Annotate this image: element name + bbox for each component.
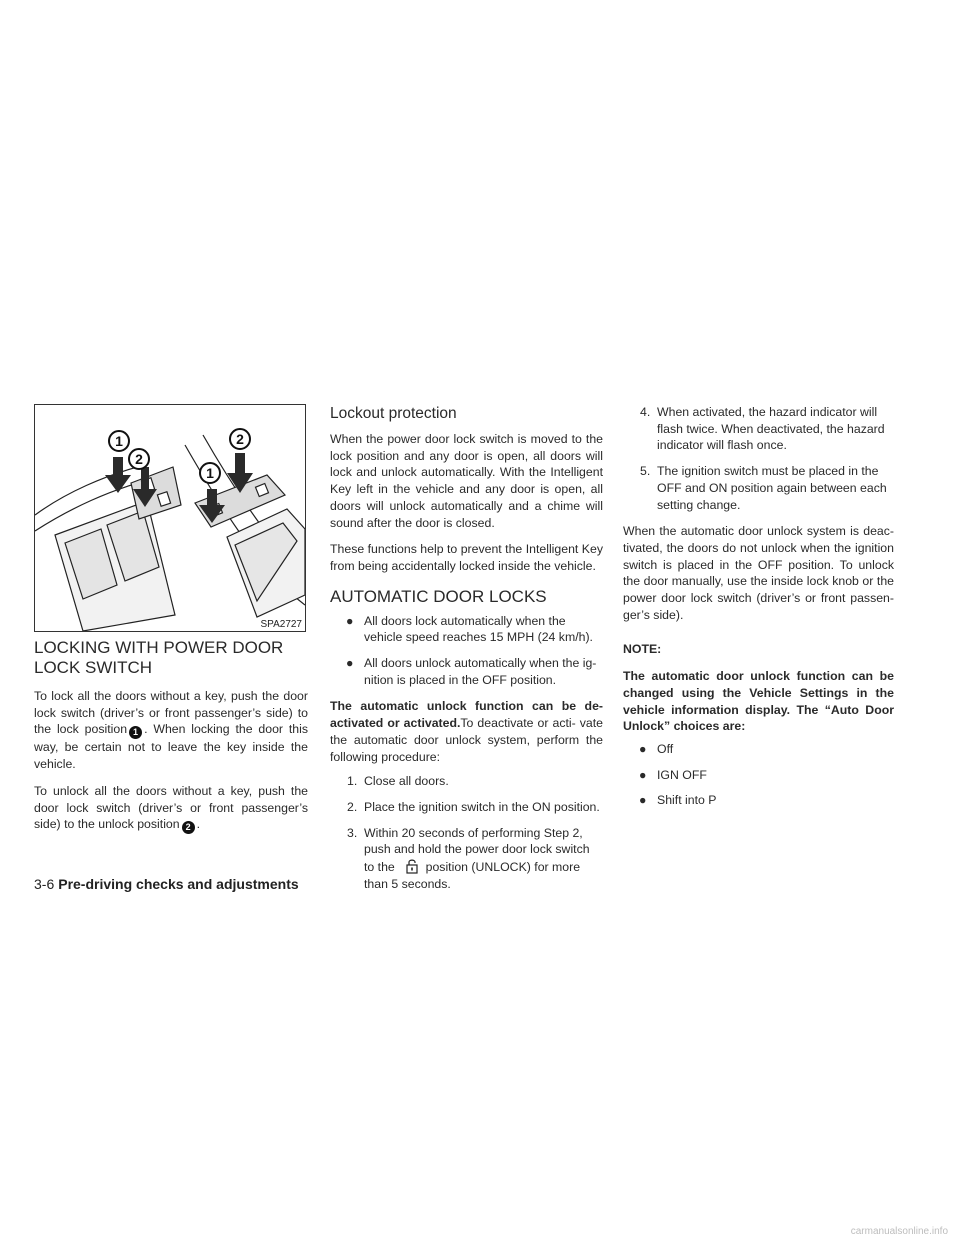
note-text: The automatic door unlock function can be changed using the Vehicle Settings in the vehicle information display. The “Auto Door Unlock” choices are:	[623, 669, 894, 734]
bold-lead: The automatic unlock function can be de- activated or activated.	[330, 699, 603, 731]
page-number: 3-6	[34, 876, 55, 892]
step-item	[623, 463, 894, 513]
step-number: 4.	[640, 405, 651, 419]
lock-text-a: To lock all the doors without a key, push the door lock switch (driver’s or front passenger’s side) to the lock position	[34, 689, 308, 737]
unlock-icon	[406, 858, 418, 874]
section-title-lockout: Lockout protection	[330, 405, 457, 422]
choice-text: Shift into P	[657, 793, 717, 808]
figure-label-2b: 2	[236, 431, 244, 447]
step-item	[330, 773, 603, 790]
section-title-line2: LOCK SWITCH	[34, 658, 153, 677]
step-item	[623, 404, 894, 454]
unlock-text-b: .	[196, 817, 201, 832]
section-title-locking	[34, 638, 308, 678]
paragraph-lock	[34, 688, 308, 773]
unlock-text-a: To unlock all the doors without a key, push the door lock switch (driver’s or front passenger’s side) to the unlock position	[34, 783, 308, 832]
lock-text-b: . When locking the door this way, be certain not to leave the key inside the vehicle.	[34, 722, 308, 772]
section-title-line1: LOCKING WITH POWER DOOR	[34, 638, 284, 657]
figure-code: SPA2727	[260, 619, 302, 630]
choice-text: IGN OFF	[657, 767, 707, 782]
paragraph-lockout-1: When the power door lock switch is moved to the lock position and any door is open, all doors will lock and unlock automatically. With the Intelligent Key left in the vehicle and any door is open, all doors will unlock automatically and a chime will sound after the door is closed.	[330, 432, 603, 530]
paragraph-lockout-2: These functions help to prevent the Intelligent Key from being accidentally locked inside the vehicle.	[330, 542, 603, 573]
bullet-dot: ●	[346, 613, 354, 628]
paragraph-procedure-lead	[330, 698, 603, 765]
bullet-text: All doors unlock automatically when the ig- nition is placed in the OFF position.	[364, 656, 597, 687]
column-left	[34, 404, 308, 834]
step-text: The ignition switch must be placed in the OFF and ON position again between each setting change.	[657, 464, 887, 512]
step-text: Close all doors.	[364, 774, 449, 789]
column-middle	[330, 404, 603, 892]
paragraph-deactivated: When the automatic door unlock system is deac- tivated, the doors do not unlock when the ignition switch is placed in the OFF position. To unlock the door manually, use the inside lock knob or the power door lock switch (driver’s or front passen- ger’s side).	[623, 524, 894, 622]
step-text: Place the ignition switch in the ON position.	[364, 799, 600, 814]
step-number: 3.	[347, 825, 358, 840]
note-label: NOTE:	[623, 642, 662, 657]
bullet-item	[330, 613, 603, 646]
door-lock-switch-illustration	[35, 405, 305, 631]
step-item	[330, 799, 603, 816]
step-item	[330, 825, 603, 893]
column-right	[623, 404, 894, 809]
step-number: 2.	[347, 799, 358, 814]
choice-text: Off	[657, 741, 674, 756]
bullet-dot: ●	[639, 793, 647, 808]
figure-label-1a: 1	[115, 433, 123, 449]
position-marker-1: 1	[129, 726, 142, 739]
chapter-title: Pre-driving checks and adjustments	[58, 876, 299, 892]
position-marker-2: 2	[182, 821, 195, 834]
step-text-a: Within 20 seconds of performing Step 2, push and hold the power door lock switch to the	[364, 825, 590, 875]
choice-item	[623, 792, 894, 809]
bullet-dot: ●	[639, 741, 647, 756]
step-text-b: position (UNLOCK) for more than 5 seconds.	[364, 860, 581, 891]
lead-rest: To deactivate or acti- vate the automatic door unlock system, perform the following procedure:	[330, 716, 603, 764]
choice-item	[623, 741, 894, 758]
paragraph-unlock	[34, 783, 308, 834]
figure-label-2a: 2	[135, 451, 143, 467]
figure-label-1b: 1	[206, 465, 214, 481]
bullet-dot: ●	[346, 656, 354, 671]
door-lock-switch-figure	[34, 404, 306, 632]
step-number: 5.	[640, 464, 651, 479]
step-number: 1.	[347, 774, 358, 789]
bullet-dot: ●	[639, 767, 647, 782]
bullet-item	[330, 655, 603, 688]
choice-item	[623, 767, 894, 784]
bullet-text: All doors lock automatically when the vehicle speed reaches 15 MPH (24 km/h).	[364, 613, 593, 645]
page-footer	[34, 876, 299, 892]
section-title-auto-locks: AUTOMATIC DOOR LOCKS	[330, 586, 547, 606]
watermark: carmanualsonline.info	[850, 1226, 948, 1237]
step-text: When activated, the hazard indicator will flash twice. When deactivated, the hazard indicator will flash once.	[657, 405, 885, 453]
